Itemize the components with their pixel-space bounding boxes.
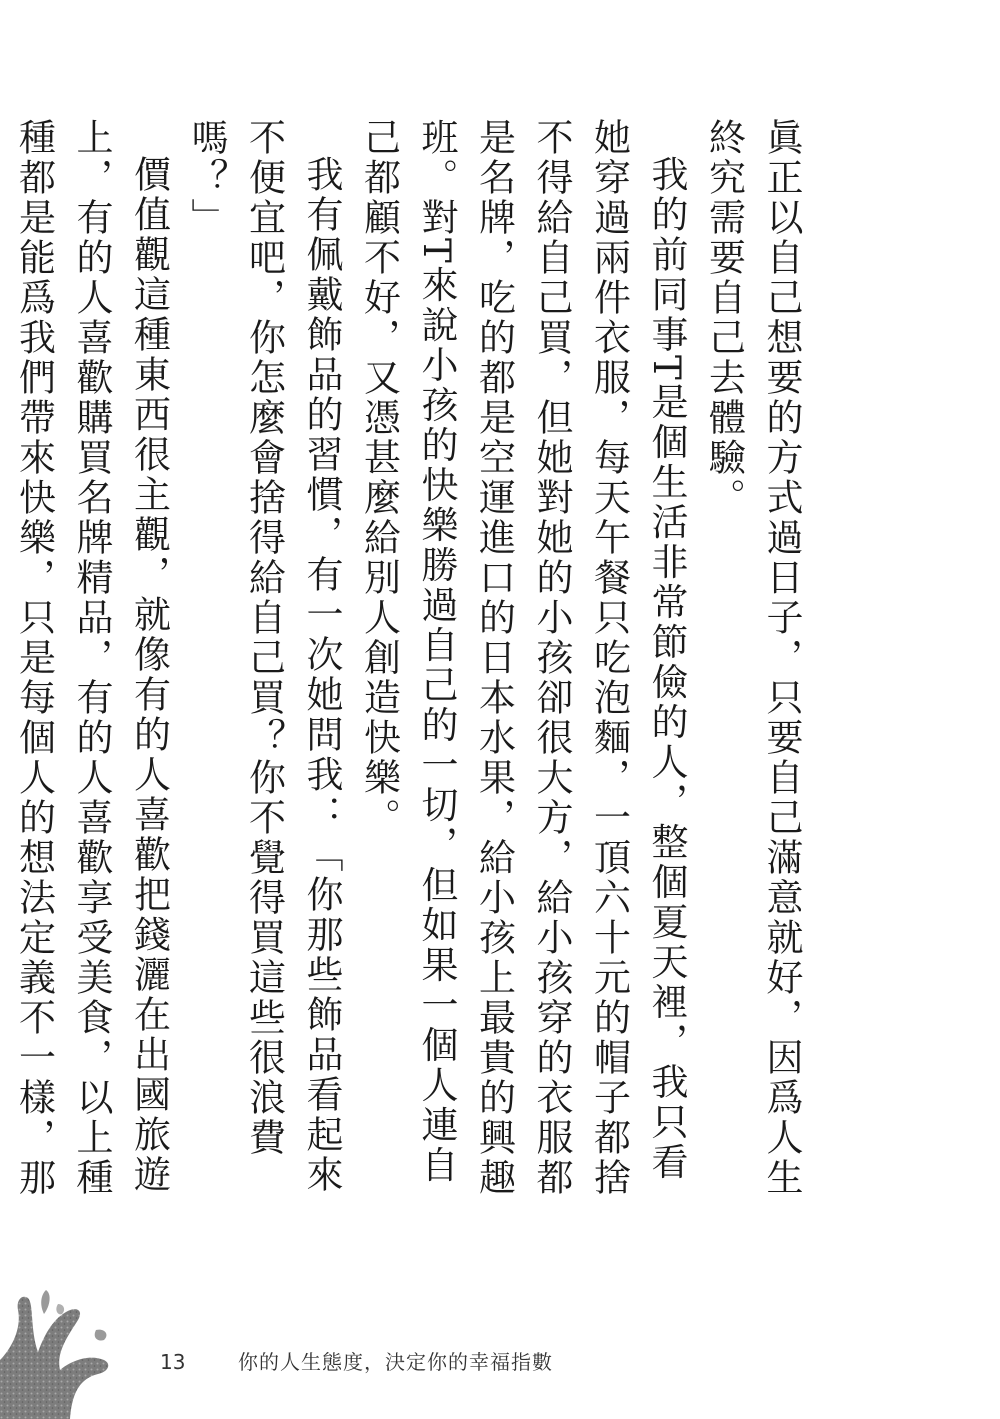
page-footer [160,1346,553,1375]
page-number: 13 [160,1350,186,1374]
paragraph-4: 價值觀這種東西很主觀，就像有的人喜歡把錢灑在出國旅遊上，有的人喜歡購買名牌精品，有的人喜歡享受美食，以上種種都是能爲我們帶來快樂，只是每個人的想法定義不一樣，那 [12,118,171,1198]
leaf-splash-decoration-icon [0,1290,130,1419]
paragraph-1: 眞正以自己想要的方式過日子，只要自己滿意就好，因爲人生終究需要自己去體驗。 [702,118,803,1198]
vertical-text-body [0,118,810,1198]
paragraph-2: 我的前同事T是個生活非常節儉的人，整個夏天裡，我只看她穿過兩件衣服，每天午餐只吃泡麵，一頂六十元的帽子都捨不得給自己買，但她對她的小孩卻很大方，給小孩穿的衣服都是名牌，吃的都是空運進口的日本水果，給小孩上最貴的興趣班。對T來說小孩的快樂勝過自己的一切，但如果一個人連自己都顧不好，又憑甚麼給別人創造快樂。 [357,118,688,1198]
paragraph-3: 我有佩戴飾品的習慣，有一次她問我：「你那些飾品看起來不便宜吧，你怎麼會捨得給自己買？你不覺得買這些很浪費嗎？」 [185,118,343,1195]
running-title: 你的人生態度，決定你的幸福指數 [238,1350,553,1374]
